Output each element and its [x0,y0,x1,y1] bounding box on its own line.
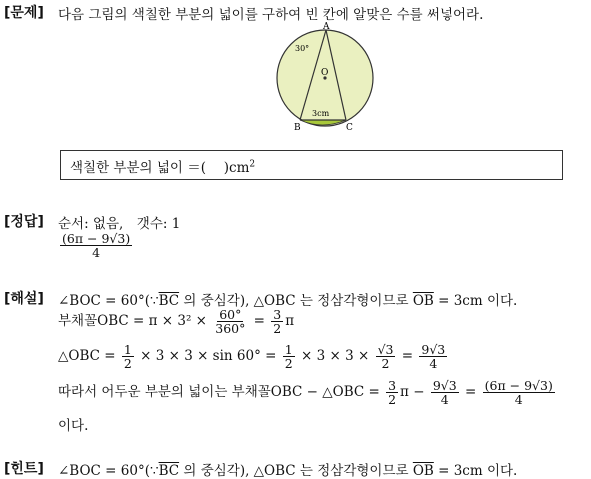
box-sup: 2 [249,159,256,170]
solution-line-5: 이다. [58,418,89,434]
hint-segment-OB: $\overline{OB}$ [412,463,434,479]
answer-tag: [정답] [4,214,44,230]
solution-line-1: ∠BOC = $60^\circ(\because\overline{BC}$ 의 중심각), △OBC 는 정삼각형이므로 $\overline{OB} = 3cm$ 이다. [58,293,518,309]
answer-box-text [70,156,255,176]
problem-tag: [문제] [4,5,44,21]
label-C: C [346,123,353,133]
problem-text: 다음 그림의 색칠한 부분의 넓이를 구하여 빈 칸에 알맞은 수를 써넣어라. [58,7,484,23]
box-text: 색칠한 부분의 넓이 ＝( )cm [70,160,250,176]
arc-BC: $\overline{BC}$ [158,293,180,309]
hint-tag: [힌트] [4,461,44,477]
solution-tag: [해설] [4,291,44,307]
solution-line-3: △OBC = $\frac{1}{2}$ × 3 × 3 × sin 60° = $\frac{1}{2}$ × 3 × 3 × $\frac{√3}{2}$ = $\frac{9√3}{4}$ [58,342,446,372]
length-label: 3cm [312,109,330,118]
circle-figure [270,22,382,134]
solution-line-4: 따라서 어두운 부분의 넓이는 부채꼴OBC − △OBC = $\frac{3}{2}$ π − $\frac{9√3}{4}$ = $\frac{(6\pi - 9√3)}{4}$ [58,378,553,408]
hint-arc-BC: $\overline{BC}$ [158,463,180,479]
hint-line-1: ∠BOC = $60^\circ(\because\overline{BC}$ 의 중심각), △OBC 는 정삼각형이므로 $\overline{OB} = 3cm$ 이다. [58,463,518,479]
segment-OB: $\overline{OB}$ [412,293,434,309]
answer-fraction [58,232,134,259]
answer-line: 순서: 없음, 갯수: 1 [58,216,181,232]
label-B: B [294,123,301,133]
solution-line-2: 부채꼴OBC = π × 3² × $\frac{60^\circ}{360^\circ}$ = $\frac{3}{2}$ π [58,307,295,337]
answer-numerator: (6π − 9√3) [62,231,131,246]
angle-label: 30° [295,44,310,53]
label-O: O [321,68,329,78]
label-A: A [323,22,330,32]
answer-denominator: 4 [92,245,101,261]
